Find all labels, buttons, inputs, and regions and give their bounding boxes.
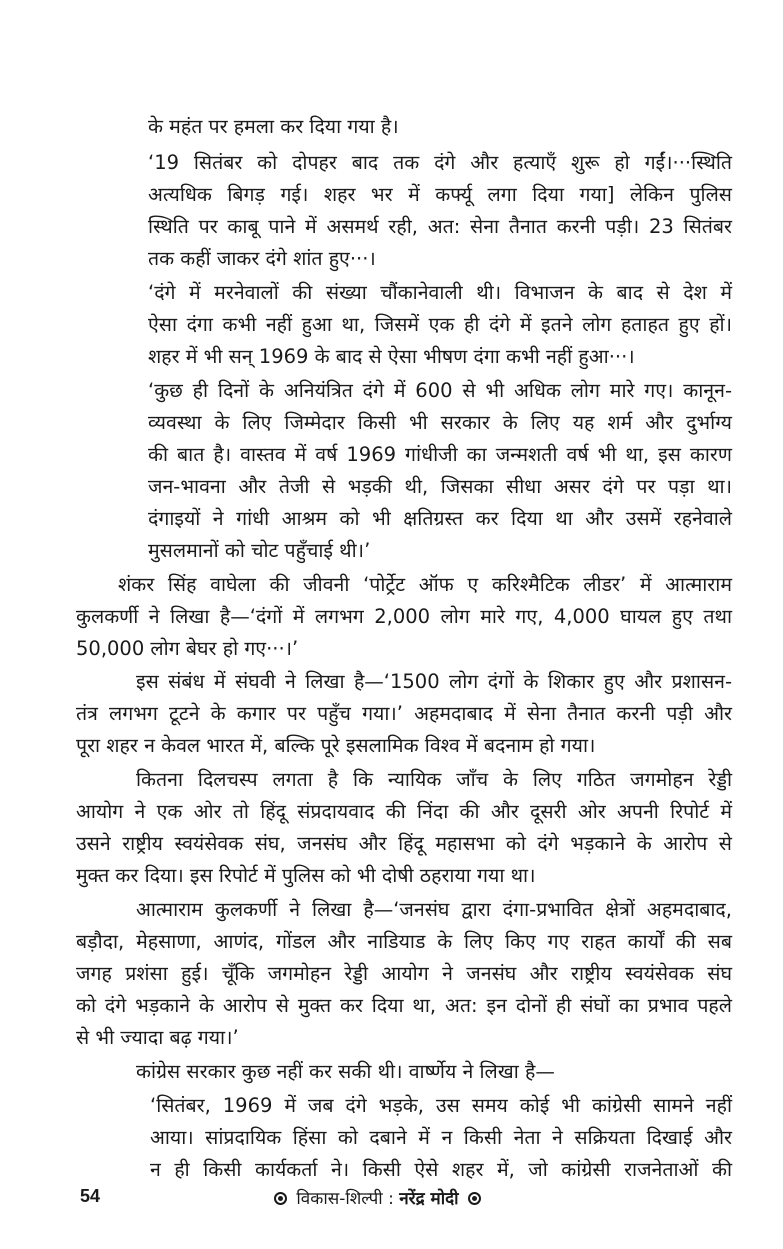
book-title-name: नरेंद्र मोदी	[399, 1189, 459, 1209]
text-line: तंत्र लगभग टूटने के कगार पर पहुँच गया।’ अहमदाबाद में सेना तैनात करनी पड़ी और	[76, 702, 732, 725]
flower-ornament-icon	[468, 1192, 481, 1205]
text-line: 50,000 लोग बेघर हो गए···।’	[76, 637, 299, 660]
text-line: से भी ज्यादा बढ़ गया।’	[76, 1026, 239, 1049]
text-line: तक कहीं जाकर दंगे शांत हुए···।	[148, 247, 376, 270]
text-line: कांग्रेस सरकार कुछ नहीं कर सकी थी। वार्ष्णेय ने लिखा है—	[136, 1060, 555, 1083]
text-line: आत्माराम कुलकर्णी ने लिखा है—‘जनसंघ द्वारा दंगा-प्रभावित क्षेत्रों अहमदाबाद,	[136, 898, 732, 921]
text-line: उसने राष्ट्रीय स्वयंसेवक संघ, जनसंघ और हिंदू महासभा को दंगे भड़काने के आरोप से	[76, 832, 732, 855]
text-line: न ही किसी कार्यकर्ता ने। किसी ऐसे शहर में, जो कांग्रेसी राजनेताओं की	[150, 1158, 732, 1181]
text-line: आया। सांप्रदायिक हिंसा को दबाने में न किसी नेता ने सक्रियता दिखाई और	[150, 1126, 732, 1149]
text-line: ‘19 सितंबर को दोपहर बाद तक दंगे और हत्याएँ शुरू हो गईं।···स्थिति	[148, 151, 732, 174]
text-line: जगह प्रशंसा हुई। चूँकि जगमोहन रेड्डी आयोग ने जनसंघ और राष्ट्रीय स्वयंसेवक संघ	[76, 962, 732, 985]
text-line: ‘सितंबर, 1969 में जब दंगे भड़के, उस समय कोई भी कांग्रेसी सामने नहीं	[150, 1094, 732, 1117]
text-line: कितना दिलचस्प लगता है कि न्यायिक जाँच के लिए गठित जगमोहन रेड्डी	[136, 768, 732, 791]
text-line: की बात है। वास्तव में वर्ष 1969 गांधीजी का जन्मशती वर्ष भी था, इस कारण	[148, 443, 732, 466]
text-line: जन-भावना और तेजी से भड़की थी, जिसका सीधा असर दंगे पर पड़ा था।	[148, 475, 732, 498]
text-line: इस संबंध में संघवी ने लिखा है—‘1500 लोग दंगों के शिकार हुए और प्रशासन-	[136, 670, 732, 693]
text-line: शहर में भी सन् 1969 के बाद से ऐसा भीषण दंगा कभी नहीं हुआ···।	[148, 345, 635, 368]
text-line: स्थिति पर काबू पाने में असमर्थ रही, अत: सेना तैनात करनी पड़ी। 23 सितंबर	[148, 215, 732, 238]
text-line: के महंत पर हमला कर दिया गया है।	[148, 115, 399, 138]
text-line: ‘कुछ ही दिनों के अनियंत्रित दंगे में 600 से भी अधिक लोग मारे गए। कानून-	[148, 379, 732, 402]
text-line: शंकर सिंह वाघेला की जीवनी ‘पोर्ट्रेट ऑफ ए करिश्मैटिक लीडर’ में आत्माराम	[118, 573, 732, 596]
text-line: मुक्त कर दिया। इस रिपोर्ट में पुलिस को भी दोषी ठहराया गया था।	[76, 864, 536, 887]
text-line: कुलकर्णी ने लिखा है—‘दंगों में लगभग 2,000 लोग मारे गए, 4,000 घायल हुए तथा	[76, 605, 732, 628]
text-line: आयोग ने एक ओर तो हिंदू संप्रदायवाद की निंदा की और दूसरी ओर अपनी रिपोर्ट में	[76, 800, 732, 823]
text-line: ‘दंगे में मरनेवालों की संख्या चौंकानेवाली थी। विभाजन के बाद से देश में	[148, 281, 732, 304]
text-line: ऐसा दंगा कभी नहीं हुआ था, जिसमें एक ही दंगे में इतने लोग हताहत हुए हों।	[148, 313, 732, 336]
flower-ornament-icon	[274, 1192, 287, 1205]
text-line: को दंगे भड़काने के आरोप से मुक्त कर दिया था, अत: इन दोनों ही संघों का प्रभाव पहले	[76, 994, 732, 1017]
text-line: मुसलमानों को चोट पहुँचाई थी।’	[148, 539, 371, 562]
page-number: 54	[80, 1186, 101, 1206]
text-line: दंगाइयों ने गांधी आश्रम को भी क्षतिग्रस्त कर दिया था और उसमें रहनेवाले	[148, 507, 732, 530]
text-line: व्यवस्था के लिए जिम्मेदार किसी भी सरकार के लिए यह शर्म और दुर्भाग्य	[148, 411, 732, 434]
page-footer	[0, 1186, 783, 1212]
text-line: बड़ौदा, मेहसाणा, आणंद, गोंडल और नाडियाड के लिए किए गए राहत कार्यों की सब	[76, 930, 732, 953]
book-title-prefix: विकास-शिल्पी :	[296, 1189, 394, 1209]
running-head	[270, 1186, 485, 1209]
text-line: पूरा शहर न केवल भारत में, बल्कि पूरे इसलामिक विश्व में बदनाम हो गया।	[76, 734, 596, 757]
text-line: अत्यधिक बिगड़ गई। शहर भर में कर्फ्यू लगा दिया गया] लेकिन पुलिस	[148, 183, 732, 206]
